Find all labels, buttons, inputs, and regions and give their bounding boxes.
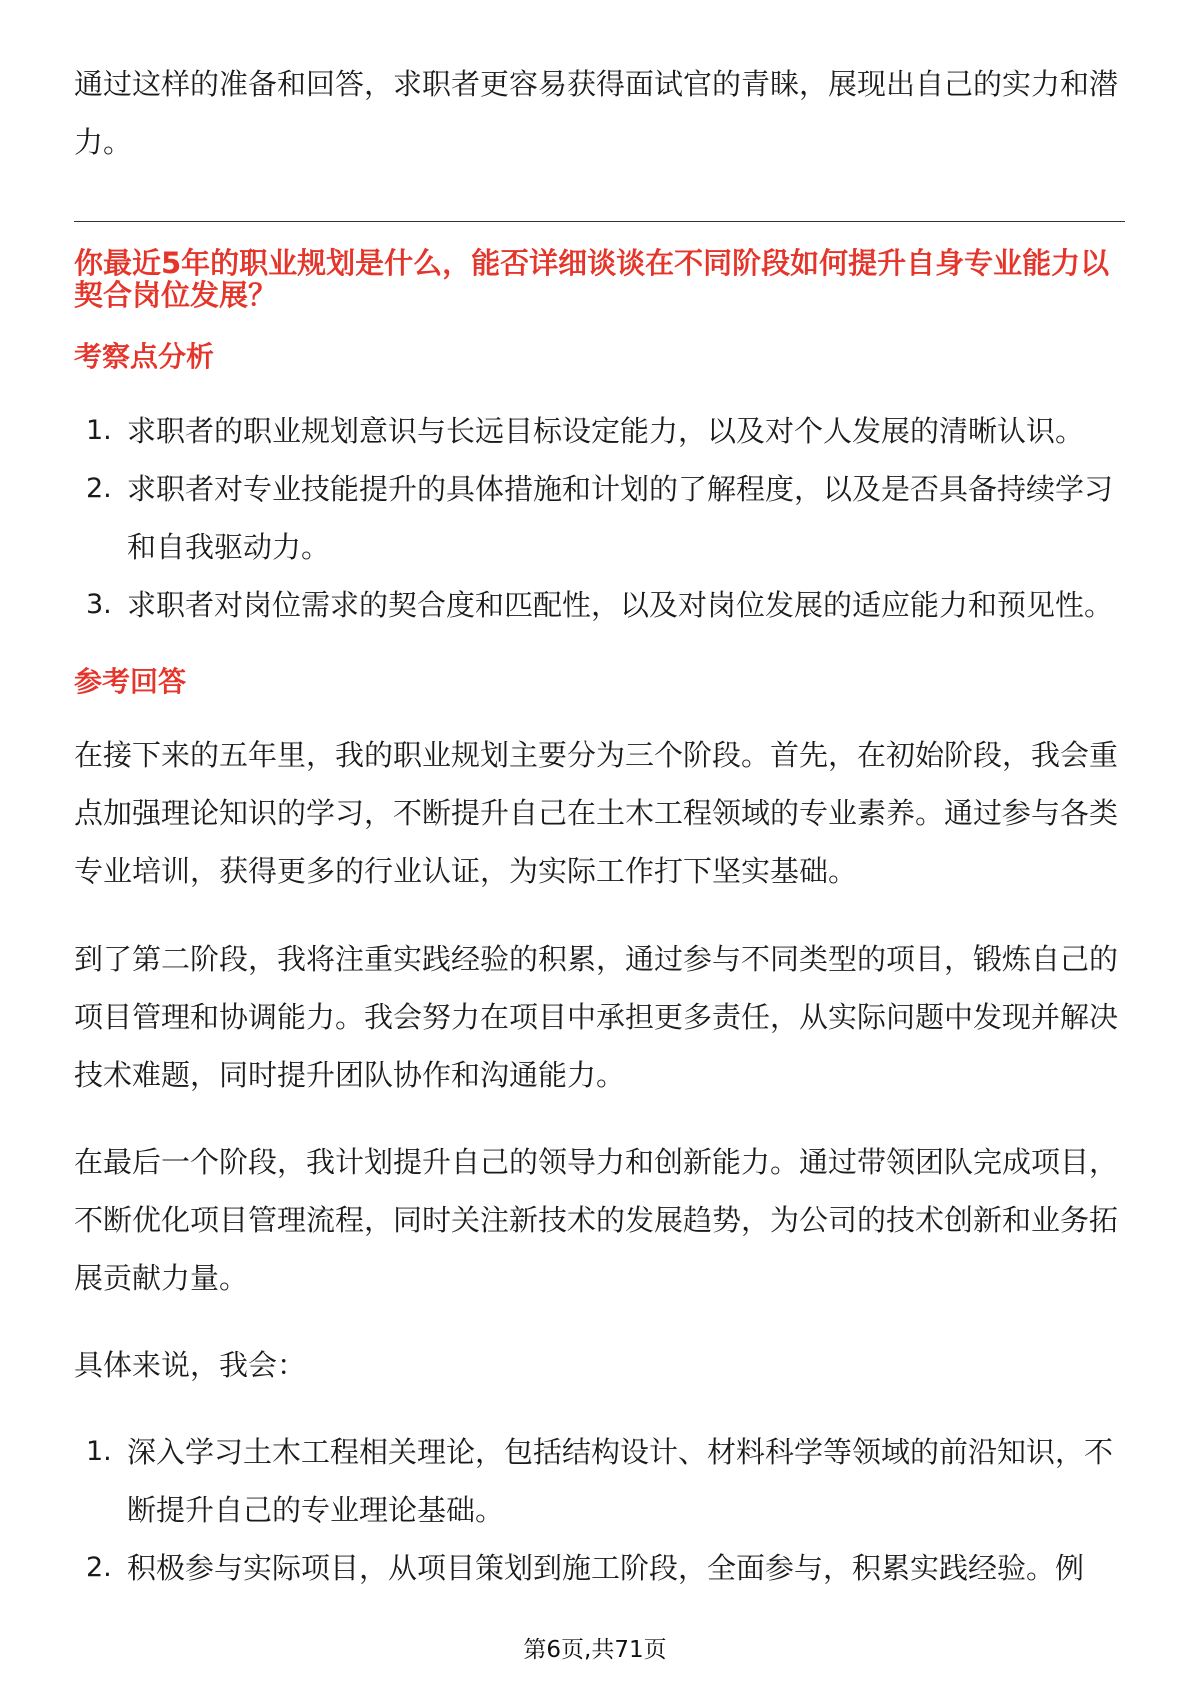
analysis-list xyxy=(0,402,1113,634)
list-item xyxy=(0,402,1113,460)
paragraph-line: 技术难题，同时提升团队协作和沟通能力。 xyxy=(74,1058,626,1092)
answer-paragraph xyxy=(74,1133,1118,1307)
list-item-line: 和自我驱动力。 xyxy=(127,530,331,564)
intro-paragraph xyxy=(74,55,1118,171)
paragraph-line: 点加强理论知识的学习，不断提升自己在土木工程领域的专业素养。通过参与各类 xyxy=(74,796,1119,830)
paragraph-line: 不断优化项目管理流程，同时关注新技术的发展趋势，为公司的技术创新和业务拓 xyxy=(74,1203,1119,1237)
specifics-intro xyxy=(74,1336,306,1394)
page-number: 第6页,共71页 xyxy=(523,1637,667,1663)
specifics-intro-line: 具体来说，我会： xyxy=(74,1348,307,1382)
list-item-line: 求职者对岗位需求的契合度和匹配性，以及对岗位发展的适应能力和预见性。 xyxy=(127,588,1114,622)
paragraph-line: 到了第二阶段，我将注重实践经验的积累，通过参与不同类型的项目，锻炼自己的 xyxy=(74,942,1119,976)
answer-paragraph xyxy=(74,930,1118,1104)
list-item-line: 求职者对专业技能提升的具体措施和计划的了解程度，以及是否具备持续学习 xyxy=(127,472,1114,506)
intro-line: 通过这样的准备和回答，求职者更容易获得面试官的青睐，展现出自己的实力和潜 xyxy=(74,67,1119,101)
question-title xyxy=(74,247,1109,311)
list-item-line: 求职者的职业规划意识与长远目标设定能力，以及对个人发展的清晰认识。 xyxy=(127,414,1085,448)
list-item xyxy=(0,460,1113,576)
paragraph-line: 专业培训，获得更多的行业认证，为实际工作打下坚实基础。 xyxy=(74,854,858,888)
list-item xyxy=(0,576,1113,634)
list-item-line: 深入学习土木工程相关理论，包括结构设计、材料科学等领域的前沿知识，不 xyxy=(127,1435,1114,1469)
list-item-number: 1. xyxy=(86,1436,112,1467)
question-title-line: 你最近5年的职业规划是什么，能否详细谈谈在不同阶段如何提升自身专业能力以 xyxy=(74,246,1110,280)
list-item-line: 积极参与实际项目，从项目策划到施工阶段，全面参与，积累实践经验。例 xyxy=(127,1551,1085,1585)
specifics-list xyxy=(0,1423,1113,1597)
list-item-number: 2. xyxy=(86,473,112,504)
list-item xyxy=(0,1539,1113,1597)
question-title-line: 契合岗位发展？ xyxy=(74,278,278,312)
section-divider xyxy=(74,221,1125,222)
intro-line: 力。 xyxy=(74,125,133,159)
analysis-heading: 考察点分析 xyxy=(74,340,215,373)
list-item-line: 断提升自己的专业理论基础。 xyxy=(127,1493,505,1527)
list-item xyxy=(0,1423,1113,1539)
answer-heading: 参考回答 xyxy=(74,665,187,698)
paragraph-line: 展贡献力量。 xyxy=(74,1261,249,1295)
paragraph-line: 在最后一个阶段，我计划提升自己的领导力和创新能力。通过带领团队完成项目， xyxy=(74,1145,1119,1179)
paragraph-line: 项目管理和协调能力。我会努力在项目中承担更多责任，从实际问题中发现并解决 xyxy=(74,1000,1119,1034)
list-item-number: 3. xyxy=(86,589,112,620)
answer-paragraph xyxy=(74,726,1118,900)
paragraph-line: 在接下来的五年里，我的职业规划主要分为三个阶段。首先，在初始阶段，我会重 xyxy=(74,738,1119,772)
list-item-number: 2. xyxy=(86,1552,112,1583)
list-item-number: 1. xyxy=(86,415,112,446)
